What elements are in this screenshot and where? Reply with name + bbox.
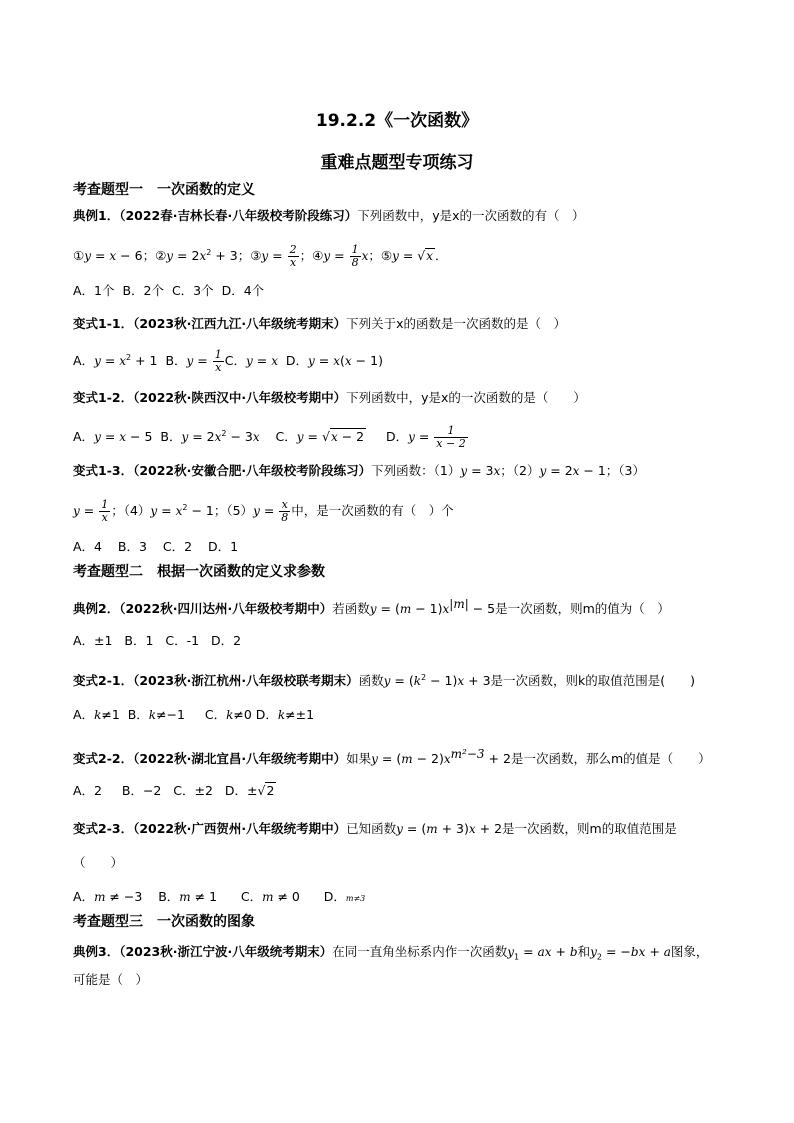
question-source: （2022秋·陕西汉中·八年级校考期中） [133, 390, 347, 405]
question-tag: 变式2-2． [73, 751, 134, 767]
question-text: 函数 [358, 673, 384, 689]
question-tag: 变式2-1． [73, 673, 134, 689]
question-tail: 是一次函数，则m的取值范围是 [502, 821, 677, 836]
question-text: 如果 [346, 751, 372, 767]
question-1-3: 变式1-3．（2022秋·安徽合肥·八年级校考阶段练习）下列函数：（1）y = 3x；（2）y = 2x − 1；（3） [73, 463, 646, 478]
question-2-1: 变式2-1．（2023秋·浙江杭州·八年级校联考期末）函数$y = (k^2 - 1)x + 3$是一次函数，则k的取值范围是( ) [73, 673, 696, 689]
question-source: （2023秋·浙江宁波·八年级统考期末） [119, 944, 333, 959]
document-title: 19.2.2《一次函数》 [315, 111, 479, 131]
question-1-3-options [73, 537, 238, 557]
question-1-1-options: A．$y = x^2 + 1$ B．y = $\frac{1}{x}$ C．y = x D．y = x(x − 1) [73, 348, 383, 375]
document-subtitle: 重难点题型专项练习 [320, 153, 474, 173]
option-a: A．±1 [73, 633, 113, 648]
question-2-3-cont: （ ） [73, 855, 124, 870]
question-1-2 [73, 388, 586, 408]
question-2-1-options: A．k≠1 B．k≠−1 C．k≠0 D．k≠±1 [73, 707, 315, 722]
question-source: （2023秋·浙江杭州·八年级校联考期末） [133, 673, 359, 689]
option-c: C．3个 [171, 283, 214, 298]
question-1-1 [73, 314, 566, 334]
question-2: 典例2．（2022秋·四川达州·八年级校考期中）若函数$y = (m - 1)x^{|m|} - 5$是一次函数，则m的值为（ ） [73, 597, 670, 617]
option-b: B．3 [117, 539, 147, 554]
question-text: 若函数 [332, 601, 370, 617]
section-1-heading: 考查题型一 一次函数的定义 [73, 182, 255, 198]
question-tail: 是一次函数，则k的取值范围是( ) [490, 673, 696, 689]
question-mid: 和 [577, 944, 591, 959]
question-tag: 变式1-3． [73, 463, 134, 478]
question-source: （2022秋·四川达州·八年级校考期中） [119, 601, 333, 617]
question-text: 下列函数中，y是x的一次函数的是（ ） [346, 390, 586, 405]
option-d: D．1 [207, 539, 239, 554]
question-tag: 变式2-3． [73, 821, 134, 836]
question-tail: 是一次函数，那么m的值是（ ） [510, 751, 711, 767]
question-tag: 典例3． [73, 944, 120, 959]
question-tail: 图象， [670, 944, 709, 959]
question-1-2-options: A．y = x − 5 B．$y = 2x^2 - 3x$ C．y = √x − 2 D．y = $\frac{1}{x - 2}$ [73, 424, 466, 451]
question-1 [73, 206, 585, 226]
question-tag: 典例2． [73, 601, 120, 617]
option-d: D．2 [210, 633, 242, 648]
question-tag: 变式1-2． [73, 390, 134, 405]
question-3: 典例3．（2023秋·浙江宁波·八年级统考期末）在同一直角坐标系内作一次函数$y_1$ = ax + b和$y_2 = -bx + a$图象， [73, 944, 709, 962]
question-2-3: 变式2-3．（2022秋·广西贺州·八年级统考期中）已知函数y = (m + 3)x + 2是一次函数，则m的取值范围是 [73, 821, 677, 836]
question-text: 下列函数中，y是x的一次函数的有（ ） [357, 208, 585, 223]
question-text: 下列函数： [371, 463, 434, 478]
option-c: C．2 [162, 539, 193, 554]
question-source: （2022秋·湖北宜昌·八年级统考期中） [133, 751, 347, 767]
question-1-formulas: ①y = x − 6；②y = $2x^2 + 3$；③y = $\frac{2}{x}$ ；④y = $\frac{1}{8}$ x；⑤y = √x ． [73, 243, 448, 270]
section-2-heading: 考查题型二 根据一次函数的定义求参数 [73, 564, 325, 580]
option-a: A．1个 [73, 283, 115, 298]
question-1-options [73, 281, 264, 301]
question-text: 下列关于x的函数是一次函数的是（ ） [346, 316, 567, 331]
option-a: A．4 [73, 539, 103, 554]
question-source: （2023秋·江西九江·八年级统考期末） [133, 316, 347, 331]
question-tag: 变式1-1． [73, 316, 134, 331]
option-c: C．-1 [165, 633, 200, 648]
section-3-heading: 考查题型三 一次函数的图象 [73, 914, 255, 930]
option-b: B．2个 [122, 283, 164, 298]
question-text: 已知函数 [346, 821, 397, 836]
question-tag: 典例1． [73, 208, 120, 223]
question-tail: 中，是一次函数的有（ ）个 [291, 503, 454, 519]
question-3-cont: 可能是（ ） [73, 972, 149, 987]
question-source: （2022秋·安徽合肥·八年级校考阶段练习） [133, 463, 372, 478]
question-text: 在同一直角坐标系内作一次函数 [332, 944, 508, 959]
option-d: D．4个 [221, 283, 265, 298]
question-source: （2022春·吉林长春·八年级校考阶段练习） [119, 208, 358, 223]
question-2-3-options: A．m ≠ −3 B．m ≠ 1 C．m ≠ 0 D．m≠3 [73, 889, 366, 904]
question-source: （2022秋·广西贺州·八年级统考期中） [133, 821, 347, 836]
question-tail: 是一次函数，则m的值为（ ） [495, 601, 670, 617]
question-2-2-options: A．2 B．−2 C．±2 D．±√2 [73, 783, 275, 798]
question-2-options [73, 631, 241, 651]
question-1-3-formulas: y = $\frac{1}{x}$ ；$(4)y = x^2 - 1$；（5）y = $\frac{x}{8}$ 中，是一次函数的有（ ）个 [73, 498, 454, 525]
option-b: B．1 [124, 633, 154, 648]
question-2-2: 变式2-2．（2022秋·湖北宜昌·八年级统考期中）如果$y = (m - 2)x^{m^2-3} + 2$是一次函数，那么m的值是（ ） [73, 747, 711, 767]
